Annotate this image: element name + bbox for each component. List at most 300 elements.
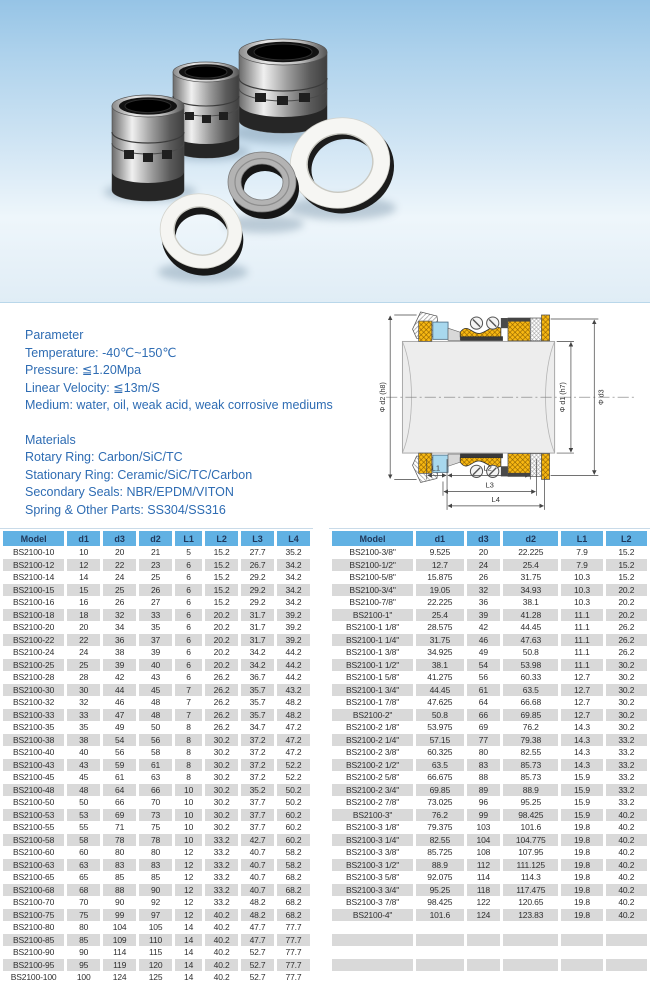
table-cell: 7.9: [576, 547, 588, 557]
table-cell: 40.2: [205, 934, 238, 947]
table-cell: 26.2: [606, 634, 647, 647]
table-cell: 47.2: [285, 722, 302, 732]
table-row: [332, 959, 647, 972]
table-cell: 85.73: [503, 759, 558, 772]
table-row: [332, 671, 647, 684]
table-cell: 31.75: [520, 572, 542, 582]
table-cell: 19.8: [573, 897, 590, 907]
table-cell: 6: [175, 634, 202, 647]
seal-cartridge-small: [112, 95, 184, 201]
table-cell: 114: [476, 872, 490, 882]
table-cell: 34.2: [277, 559, 310, 572]
table-cell: 99: [103, 909, 136, 922]
table-cell: 63: [150, 772, 161, 782]
column-header: L1: [175, 531, 202, 546]
table-cell: 25: [103, 584, 136, 597]
table-row: [3, 859, 310, 872]
table-cell: 85: [115, 872, 125, 882]
table-row: [332, 696, 647, 709]
table-row: [3, 709, 310, 722]
table-row: [332, 546, 647, 559]
seal-assembly: [413, 312, 550, 341]
material-line-rotary: Rotary Ring: Carbon/SiC/TC: [25, 450, 183, 464]
table-cell: [503, 959, 558, 972]
table-cell: 33.2: [213, 872, 230, 882]
table-cell: 48.2: [277, 709, 310, 722]
table-cell: 35.7: [249, 697, 266, 707]
table-cell: BS2100-55: [13, 822, 55, 832]
table-cell: 69: [478, 722, 488, 732]
table-row: [332, 584, 647, 597]
table-cell: 104: [467, 834, 501, 847]
table-cell: 40.2: [606, 909, 647, 922]
table-cell: 58: [67, 834, 100, 847]
table-cell: [332, 971, 413, 983]
table-row: [332, 809, 647, 822]
table-row: [332, 971, 647, 983]
table-cell: BS2100-48: [3, 784, 64, 797]
table-cell: 90: [115, 897, 125, 907]
table-cell: 42: [115, 672, 125, 682]
table-cell: 45: [139, 684, 172, 697]
table-cell: BS2100-43: [3, 759, 64, 772]
table-cell: BS2100-2 7/8": [346, 797, 400, 807]
table-row: [3, 546, 310, 559]
table-cell: 109: [103, 934, 136, 947]
table-cell: 12.7: [573, 697, 590, 707]
table-cell: 11.1: [561, 634, 602, 647]
table-cell: 56: [139, 734, 172, 747]
table-row: [3, 871, 310, 884]
table-cell: 34.2: [249, 647, 266, 657]
table-cell: [561, 934, 602, 947]
table-cell: 73.025: [427, 797, 453, 807]
table-cell: 15.9: [573, 797, 590, 807]
table-cell: 88: [478, 772, 488, 782]
table-cell: 60: [79, 847, 89, 857]
table-cell: 58.2: [277, 859, 310, 872]
table-cell: 47.7: [241, 934, 274, 947]
table-cell: 33.2: [606, 759, 647, 772]
table-cell: 30.2: [213, 797, 230, 807]
table-cell: 12: [184, 897, 194, 907]
table-cell: 19.8: [573, 872, 590, 882]
table-cell: 40.2: [205, 909, 238, 922]
table-cell: 32: [467, 584, 501, 597]
table-cell: [467, 934, 501, 947]
column-header: d1: [67, 531, 100, 546]
table-row: [332, 571, 647, 584]
table-cell: BS2100-2 1/4": [332, 734, 413, 747]
table-cell: BS2100-1 1/4": [332, 634, 413, 647]
table-cell: 111.125: [503, 859, 558, 872]
table-cell: 16: [79, 597, 89, 607]
table-cell: 43: [150, 672, 161, 682]
table-cell: [561, 971, 602, 983]
table-cell: 65: [79, 872, 89, 882]
table-cell: 48.2: [285, 697, 302, 707]
table-cell: 24: [79, 647, 89, 657]
table-cell: BS2100-53: [3, 809, 64, 822]
table-row: [3, 909, 310, 922]
table-cell: 30.2: [618, 697, 635, 707]
table-cell: 20.2: [205, 609, 238, 622]
table-cell: 75: [67, 909, 100, 922]
table-cell: 66.675: [427, 772, 453, 782]
table-cell: BS2100-95: [3, 959, 64, 972]
table-cell: 10: [79, 547, 89, 557]
table-cell: 58: [150, 747, 161, 757]
table-cell: 34.7: [249, 722, 266, 732]
table-row: [3, 884, 310, 897]
table-cell: 22.225: [518, 547, 544, 557]
table-cell: 40.7: [249, 847, 266, 857]
table-cell: 44.2: [277, 659, 310, 672]
column-header: Model: [332, 531, 413, 546]
table-cell: 25: [67, 659, 100, 672]
table-cell: 32: [103, 609, 136, 622]
table-cell: [467, 971, 501, 983]
table-cell: 44.45: [416, 684, 463, 697]
table-cell: 71: [115, 822, 125, 832]
table-cell: 12.7: [416, 559, 463, 572]
table-cell: BS2100-4": [332, 909, 413, 922]
table-row: [332, 609, 647, 622]
table-row: [3, 784, 310, 797]
table-cell: 97: [139, 909, 172, 922]
table-row: [3, 659, 310, 672]
table-row: [3, 934, 310, 947]
table-row: [3, 721, 310, 734]
table-cell: 64: [103, 784, 136, 797]
table-cell: BS2100-50: [13, 797, 55, 807]
table-cell: 66: [115, 797, 125, 807]
table-cell: BS2100-58: [3, 834, 64, 847]
table-cell: 30.2: [205, 784, 238, 797]
table-cell: 26.2: [618, 622, 635, 632]
retainer: [501, 318, 508, 328]
table-cell: 33: [139, 609, 172, 622]
table-cell: 40.2: [213, 972, 230, 982]
table-cell: 92.075: [427, 872, 453, 882]
table-cell: 98.425: [503, 809, 558, 822]
table-cell: 12: [184, 872, 194, 882]
table-cell: 26: [139, 584, 172, 597]
table-cell: 53.98: [503, 659, 558, 672]
table-cell: 40.7: [249, 872, 266, 882]
table-cell: 19.8: [561, 884, 602, 897]
table-cell: BS2100-40: [13, 747, 55, 757]
table-cell: 14: [184, 972, 194, 982]
table-cell: 27: [150, 597, 161, 607]
table-cell: 112: [467, 859, 501, 872]
table-cell: 123.83: [503, 909, 558, 922]
table-cell: 37.2: [241, 734, 274, 747]
table-cell: BS2100-1 1/8": [346, 622, 400, 632]
dim-label-d3: Φ d3: [597, 389, 606, 405]
table-cell: 95.25: [520, 797, 542, 807]
table-cell: 82.55: [416, 834, 463, 847]
table-cell: BS2100-15: [3, 584, 64, 597]
table-cell: [416, 934, 463, 947]
column-header: d3: [103, 531, 136, 546]
table-cell: BS2100-3 1/2": [332, 859, 413, 872]
table-cell: 46: [115, 697, 125, 707]
table-header-row: [3, 531, 310, 546]
info-section: [0, 303, 650, 528]
table-cell: 88: [103, 884, 136, 897]
table-cell: 30.2: [205, 759, 238, 772]
table-cell: 66.68: [520, 697, 542, 707]
table-cell: 105: [148, 922, 163, 932]
table-cell: BS2100-3": [332, 809, 413, 822]
table-cell: 10: [184, 822, 194, 832]
table-row: [3, 809, 310, 822]
table-cell: 50: [79, 797, 89, 807]
table-cell: 10: [184, 797, 194, 807]
table-cell: 30: [67, 684, 100, 697]
spec-line-medium: Medium: water, oil, weak acid, weak corrosive mediums: [25, 398, 333, 412]
table-cell: BS2100-1 5/8": [346, 672, 400, 682]
table-cell: 36: [103, 634, 136, 647]
cross-section-diagram: [378, 303, 644, 528]
table-cell: BS2100-3 3/8": [346, 847, 400, 857]
table-cell: 52.2: [277, 759, 310, 772]
table-cell: 8: [186, 722, 191, 732]
table-cell: BS2100-2": [332, 709, 413, 722]
table-cell: 63.5: [503, 684, 558, 697]
table-cell: 100: [76, 972, 91, 982]
table-row: [332, 871, 647, 884]
table-row: [3, 671, 310, 684]
table-cell: 38: [115, 647, 125, 657]
table-cell: 39.2: [277, 634, 310, 647]
table-cell: 44.2: [285, 672, 302, 682]
table-cell: 22: [103, 559, 136, 572]
table-cell: 52.7: [249, 972, 266, 982]
table-cell: 30.2: [205, 809, 238, 822]
table-cell: [606, 959, 647, 972]
table-cell: 40.7: [241, 859, 274, 872]
metric-table-wrap: [0, 528, 313, 983]
table-cell: 37.7: [249, 797, 266, 807]
table-cell: 70: [150, 797, 161, 807]
table-cell: 39.2: [285, 622, 302, 632]
table-cell: 40.2: [618, 872, 635, 882]
table-cell: 98.425: [427, 897, 453, 907]
dim-label-l3: L3: [485, 480, 494, 490]
table-cell: BS2100-10: [13, 547, 55, 557]
table-cell: 63.5: [416, 759, 463, 772]
table-cell: 6: [186, 572, 191, 582]
table-cell: 7: [175, 709, 202, 722]
table-cell: 33.2: [606, 734, 647, 747]
seal-cartridge-large: [239, 39, 327, 133]
table-cell: 60.33: [520, 672, 542, 682]
table-cell: 55: [79, 822, 89, 832]
table-cell: 40.2: [205, 959, 238, 972]
table-cell: 52.7: [241, 959, 274, 972]
table-cell: [606, 971, 647, 983]
table-row: [332, 559, 647, 572]
table-cell: 82.55: [520, 747, 542, 757]
table-cell: 80: [79, 922, 89, 932]
table-cell: 41.28: [503, 609, 558, 622]
table-cell: 70: [79, 897, 89, 907]
table-cell: 53.975: [427, 722, 453, 732]
table-cell: 80: [115, 847, 125, 857]
table-cell: BS2100-3/4": [332, 584, 413, 597]
table-cell: 6: [175, 659, 202, 672]
table-row: [3, 746, 310, 759]
table-cell: BS2100-85: [3, 934, 64, 947]
table-cell: 8: [175, 759, 202, 772]
table-cell: 30.2: [205, 734, 238, 747]
dim-label-l2: L2: [483, 463, 492, 473]
table-cell: 78: [139, 834, 172, 847]
table-row: [3, 646, 310, 659]
table-row: [332, 921, 647, 934]
column-header: L1: [561, 531, 602, 546]
table-row: [332, 734, 647, 747]
table-row: [3, 696, 310, 709]
table-row: [3, 946, 310, 959]
table-cell: 29.2: [249, 572, 266, 582]
table-cell: 11.1: [574, 647, 590, 657]
table-cell: [503, 946, 558, 959]
table-cell: BS2100-80: [13, 922, 55, 932]
dimension-tables: [0, 528, 650, 983]
table-cell: 30.2: [606, 684, 647, 697]
seals-photo-illustration: [0, 0, 650, 302]
table-cell: [606, 921, 647, 934]
table-cell: 10: [175, 784, 202, 797]
table-cell: 124: [467, 909, 501, 922]
table-row: [332, 784, 647, 797]
table-cell: 48: [67, 784, 100, 797]
table-cell: 6: [186, 672, 191, 682]
table-cell: 15.875: [427, 572, 453, 582]
table-cell: 88.9: [503, 784, 558, 797]
column-header: L4: [277, 531, 310, 546]
table-cell: 20: [115, 547, 125, 557]
table-cell: 101.6: [520, 822, 542, 832]
table-cell: 120.65: [518, 897, 544, 907]
table-cell: 85: [67, 934, 100, 947]
table-cell: 40: [139, 659, 172, 672]
table-cell: 75: [150, 822, 161, 832]
column-header: d1: [416, 531, 463, 546]
table-cell: BS2100-68: [3, 884, 64, 897]
table-cell: 10: [175, 809, 202, 822]
gland-elastomer: [419, 321, 432, 341]
table-cell: 35.2: [285, 547, 302, 557]
table-cell: BS2100-2 3/4": [332, 784, 413, 797]
table-row: [3, 834, 310, 847]
table-cell: [503, 921, 558, 934]
table-cell: 68.2: [285, 897, 302, 907]
table-cell: 19.8: [561, 909, 602, 922]
table-cell: 40.2: [213, 947, 230, 957]
table-cell: BS2100-20: [13, 622, 55, 632]
table-row: [332, 834, 647, 847]
table-cell: [606, 934, 647, 947]
table-cell: BS2100-1/2": [332, 559, 413, 572]
table-cell: 41.275: [427, 672, 453, 682]
table-cell: 33.2: [205, 884, 238, 897]
table-cell: BS2100-25: [3, 659, 64, 672]
table-cell: 50.8: [522, 647, 539, 657]
table-cell: 36: [478, 597, 488, 607]
table-cell: [503, 934, 558, 947]
table-row: [332, 821, 647, 834]
table-cell: 14: [175, 934, 202, 947]
table-cell: 37.2: [241, 759, 274, 772]
table-cell: 33.2: [205, 859, 238, 872]
table-cell: BS2100-16: [13, 597, 55, 607]
table-cell: 9.525: [429, 547, 451, 557]
table-row: [332, 646, 647, 659]
table-cell: 40: [79, 747, 89, 757]
table-row: [3, 734, 310, 747]
table-cell: BS2100-1": [332, 609, 413, 622]
table-cell: 34.2: [285, 597, 302, 607]
table-cell: 53: [67, 809, 100, 822]
table-cell: [416, 971, 463, 983]
table-cell: 8: [175, 734, 202, 747]
table-row: [3, 634, 310, 647]
table-cell: 54: [103, 734, 136, 747]
table-cell: 90: [139, 884, 172, 897]
table-cell: 48: [150, 697, 161, 707]
table-cell: 79.375: [427, 822, 453, 832]
table-cell: 34.2: [285, 572, 302, 582]
table-cell: BS2100-1 7/8": [346, 697, 400, 707]
table-cell: 35: [79, 722, 89, 732]
table-cell: 120: [139, 959, 172, 972]
table-cell: [332, 921, 413, 934]
dim-label-l1: L1: [431, 463, 441, 473]
table-row: [3, 584, 310, 597]
table-cell: 33.2: [618, 797, 635, 807]
table-cell: 11.1: [561, 609, 602, 622]
table-cell: 110: [139, 934, 172, 947]
table-cell: 26.2: [205, 709, 238, 722]
table-row: [3, 684, 310, 697]
table-cell: 35.7: [241, 684, 274, 697]
table-cell: 37.2: [249, 772, 266, 782]
table-row: [332, 796, 647, 809]
table-cell: [561, 921, 602, 934]
table-cell: 26.7: [241, 559, 274, 572]
table-cell: 15.2: [618, 572, 635, 582]
table-cell: 26.2: [618, 647, 635, 657]
table-cell: 40.2: [618, 847, 635, 857]
table-cell: 48: [139, 709, 172, 722]
table-cell: 58.2: [285, 847, 302, 857]
table-cell: 39: [150, 647, 161, 657]
table-cell: 34.925: [427, 647, 453, 657]
table-cell: BS2100-2 3/8": [346, 747, 400, 757]
table-cell: 47.2: [277, 734, 310, 747]
table-cell: 77.7: [277, 959, 310, 972]
table-cell: [332, 934, 413, 947]
table-cell: 43: [67, 759, 100, 772]
table-cell: 77.7: [285, 947, 302, 957]
table-cell: 15.9: [561, 809, 602, 822]
table-cell: 30.2: [213, 822, 230, 832]
column-header: L2: [205, 531, 238, 546]
